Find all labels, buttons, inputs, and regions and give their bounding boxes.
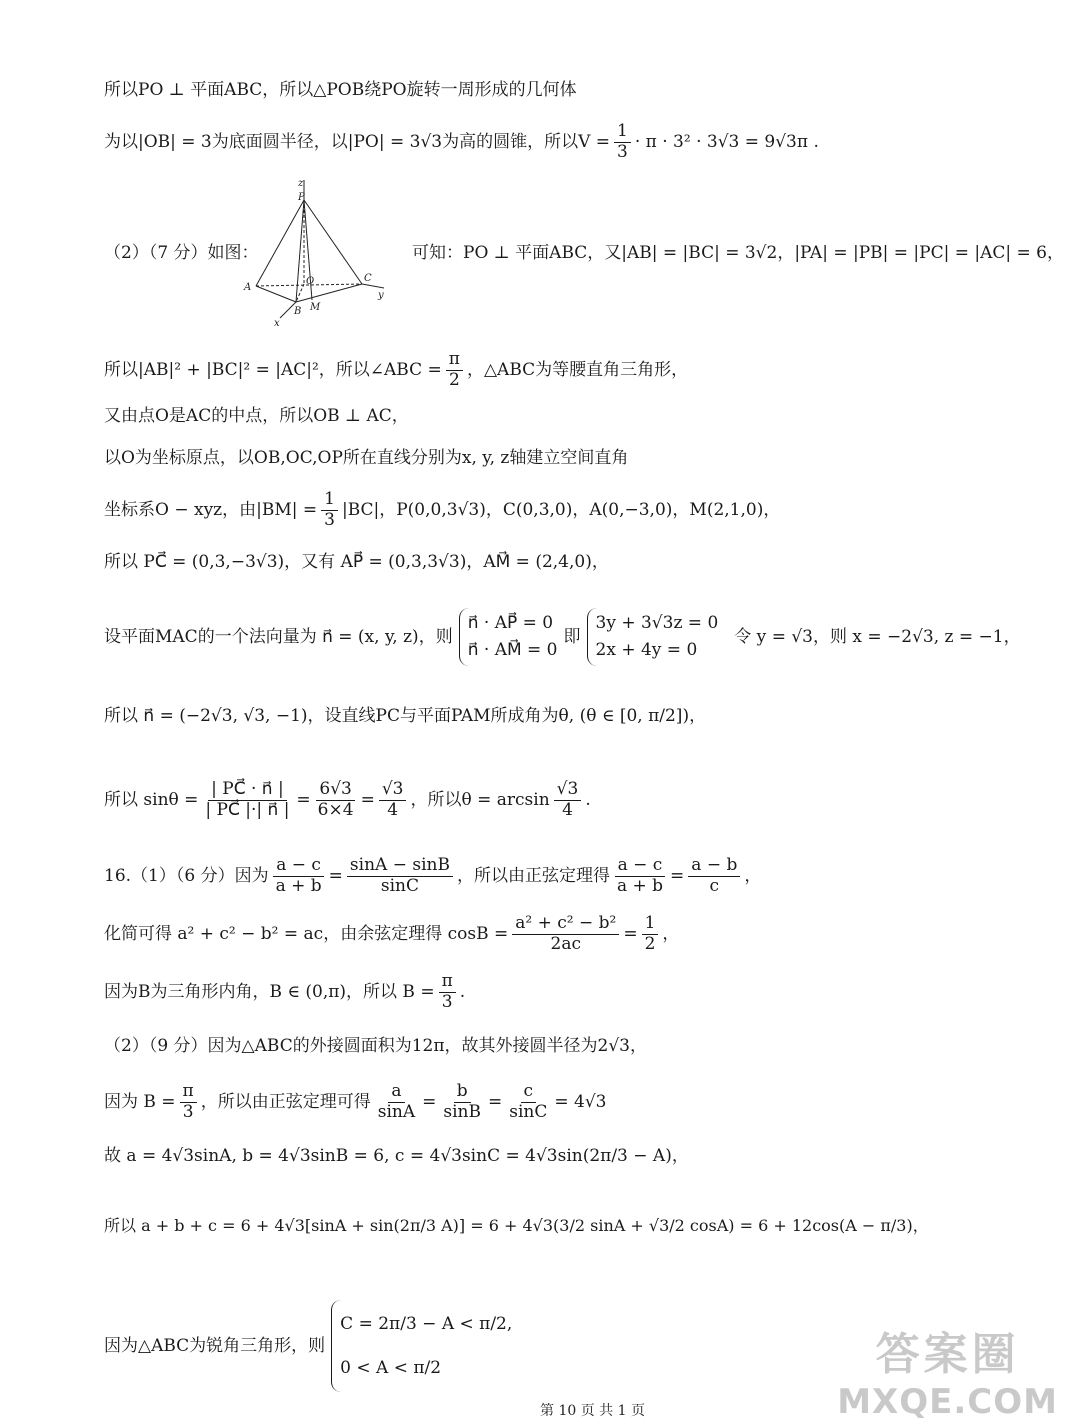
page-number: 第 10 页 共 1 页 — [540, 1403, 645, 1419]
denominator: a + b — [616, 875, 664, 896]
equals-sign: = — [328, 865, 343, 886]
axis-label-y: y — [378, 290, 384, 301]
fraction — [614, 856, 666, 896]
inequality: 0 < A < π/2 — [340, 1358, 442, 1379]
fraction — [379, 780, 407, 820]
denominator: a + b — [275, 875, 322, 896]
denominator: 2 — [644, 933, 656, 954]
equation-system — [587, 608, 719, 666]
numerator: π — [439, 972, 456, 993]
point-label-c: C — [364, 273, 372, 284]
denominator: sinC — [380, 875, 419, 896]
page-footer — [540, 1400, 645, 1420]
point-label-m: M — [310, 302, 321, 313]
numerator: 6√3 — [316, 780, 354, 801]
numerator: a − b — [688, 856, 740, 877]
denominator: sinA — [377, 1101, 416, 1122]
point-label-b: B — [294, 306, 302, 317]
watermark — [837, 1318, 1058, 1422]
numerator: π — [180, 1082, 197, 1103]
text-line — [104, 122, 819, 162]
numerator: √3 — [379, 780, 407, 801]
equation: n⃗ · AM⃗ = 0 — [467, 640, 558, 661]
numerator: √3 — [554, 780, 582, 801]
equation: n⃗ · AP⃗ = 0 — [467, 613, 554, 633]
pyramid-diagram — [240, 178, 390, 328]
sentence: 所以PO ⊥ 平面ABC，所以△POB绕PO旋转一周形成的几何体 — [104, 80, 577, 100]
text-line — [104, 448, 628, 468]
numerator: sinA − sinB — [347, 856, 453, 877]
fraction — [440, 1082, 484, 1122]
denominator: sinB — [443, 1101, 481, 1122]
numerator: 1 — [614, 122, 631, 143]
sentence: 又由点O是AC的中点，所以OB ⊥ AC， — [104, 406, 409, 426]
sentence: ，所以由正弦定理得 — [456, 865, 610, 886]
sentence: 因为△ABC为锐角三角形，则 — [104, 1335, 326, 1356]
text-line — [104, 350, 688, 390]
question-label: 16.（1）（6 分）因为 — [104, 865, 269, 886]
sentence: 化简可得 a² + c² − b² = ac，由余弦定理得 cosB = — [104, 923, 509, 944]
numerator: a — [388, 1082, 404, 1103]
fraction — [375, 1082, 418, 1122]
axis-label-x: x — [274, 318, 280, 328]
fraction — [180, 1082, 197, 1122]
fraction — [506, 1082, 550, 1122]
denominator: 3 — [441, 991, 453, 1012]
sentence: 坐标系O − xyz，由|BM| = — [104, 499, 318, 520]
denominator: 2 — [448, 369, 460, 390]
fraction — [315, 780, 357, 820]
axis-label-z: z — [298, 178, 304, 189]
equals-sign: = — [422, 1091, 437, 1112]
inequality: C = 2π/3 − A < π/2, — [340, 1314, 513, 1334]
fraction — [347, 856, 453, 896]
fraction — [642, 914, 659, 954]
equals-sign: = — [360, 789, 375, 810]
text-line — [104, 406, 409, 426]
sentence: 所以 a + b + c = 6 + 4√3[sinA + sin(2π/3 A)] = 6 + 4√3(3/2 sinA + √3/2 cosA) = 6 + 12cos(A − π/3)， — [104, 1216, 929, 1235]
sentence: = 4√3 — [554, 1091, 607, 1112]
text-line — [104, 243, 259, 263]
fraction — [202, 780, 292, 820]
point-label-p: P — [298, 192, 305, 203]
equation: 3y + 3√3z = 0 — [595, 613, 719, 633]
denominator: 3 — [182, 1101, 194, 1122]
text-line — [104, 780, 591, 820]
sentence: 所以 n⃗ = (−2√3, √3, −1)，设直线PC与平面PAM所成角为θ, (θ ∈ [0, π/2])， — [104, 706, 707, 726]
text-line — [104, 1300, 518, 1392]
fraction — [512, 914, 619, 954]
sentence: ，所以θ = arcsin — [410, 789, 550, 810]
equals-sign: = — [296, 789, 311, 810]
sentence: ，△ABC为等腰直角三角形， — [466, 359, 689, 380]
text-line — [104, 856, 761, 896]
text-line — [104, 490, 780, 530]
sentence: 因为 B = — [104, 1091, 176, 1112]
text-line — [104, 608, 1021, 666]
numerator: a − c — [273, 856, 324, 877]
sentence: 因为B为三角形内角，B ∈ (0,π)，所以 B = — [104, 981, 435, 1002]
fraction — [554, 780, 582, 820]
sentence: 为以|OB| = 3为底面圆半径，以|PO| = 3√3为高的圆锥，所以V = — [104, 131, 611, 152]
watermark-logo-text: 答案圈 — [875, 1329, 1020, 1380]
text-line — [104, 1146, 689, 1166]
text-line — [104, 972, 465, 1012]
text-line — [104, 552, 609, 572]
numerator: a − c — [615, 856, 666, 877]
denominator: sinC — [509, 1101, 548, 1122]
fraction — [273, 856, 325, 896]
fraction — [321, 490, 338, 530]
denominator: 6×4 — [317, 799, 354, 820]
text-line — [104, 706, 706, 726]
sentence: |BC|，P(0,0,3√3)，C(0,3,0)，A(0,−3,0)，M(2,1,0)， — [341, 499, 781, 520]
point-label-a: A — [244, 282, 252, 293]
numerator: b — [454, 1082, 471, 1103]
sentence: 所以|AB|² + |BC|² = |AC|²，所以∠ABC = — [104, 359, 442, 380]
denominator: 4 — [562, 799, 573, 820]
question-label: （2）（7 分）如图： — [104, 243, 259, 263]
sentence: 以O为坐标原点，以OB,OC,OP所在直线分别为x, y, z轴建立空间直角 — [104, 448, 629, 468]
sentence: ， — [662, 923, 680, 944]
fraction — [446, 350, 463, 390]
text-line — [104, 1216, 929, 1235]
denominator: 3 — [324, 509, 335, 530]
text-line — [104, 1036, 647, 1056]
sentence: 设平面MAC的一个法向量为 n⃗ = (x, y, z)，则 — [104, 626, 453, 647]
sentence: · π · 3² · 3√3 = 9√3π . — [634, 131, 819, 152]
sentence: 可知：PO ⊥ 平面ABC，又|AB| = |BC| = 3√2，|PA| = |PB| = |PC| = |AC| = 6， — [412, 243, 1064, 263]
inequality-system — [331, 1300, 512, 1392]
numerator: a² + c² − b² — [512, 914, 619, 935]
fraction — [614, 122, 631, 162]
fraction — [439, 972, 456, 1012]
text-line — [104, 80, 577, 100]
sentence: . — [459, 981, 466, 1002]
sentence: 故 a = 4√3sinA, b = 4√3sinB = 6, c = 4√3sinC = 4√3sin(2π/3 − A)， — [104, 1146, 689, 1166]
sentence: 所以 sinθ = — [104, 789, 199, 810]
denominator: | PC⃗ |·| n⃗ | — [205, 799, 290, 820]
equation-system — [459, 608, 558, 666]
equation: 2x + 4y = 0 — [595, 640, 698, 661]
numerator: c — [521, 1082, 537, 1103]
sentence: （2）（9 分）因为△ABC的外接圆面积为12π，故其外接圆半径为2√3， — [104, 1036, 647, 1056]
denominator: 3 — [617, 141, 628, 162]
sentence: ， — [744, 865, 762, 886]
denominator: 2ac — [550, 933, 582, 954]
sentence: ，所以由正弦定理可得 — [200, 1091, 371, 1112]
denominator: c — [709, 875, 720, 896]
equals-sign: = — [623, 923, 638, 944]
equals-sign: = — [487, 1091, 503, 1112]
text-line — [104, 914, 679, 954]
numerator: 1 — [321, 490, 338, 511]
sentence: . — [585, 789, 591, 810]
connector-text: 即 — [563, 626, 581, 647]
text-line — [412, 243, 1064, 263]
watermark-url: MXQE.COM — [837, 1382, 1058, 1422]
sentence: 令 y = √3，则 x = −2√3, z = −1， — [734, 626, 1021, 647]
numerator: | PC⃗ · n⃗ | — [208, 780, 287, 801]
numerator: π — [446, 350, 463, 371]
text-line — [104, 1082, 606, 1122]
numerator: 1 — [642, 914, 659, 935]
fraction — [688, 856, 740, 896]
denominator: 4 — [387, 799, 399, 820]
equals-sign: = — [670, 865, 685, 886]
pyramid-figure — [240, 178, 390, 328]
sentence: 所以 PC⃗ = (0,3,−3√3)，又有 AP⃗ = (0,3,3√3)，AM⃗ = (2,4,0)， — [104, 552, 609, 572]
point-label-o: O — [306, 276, 315, 287]
